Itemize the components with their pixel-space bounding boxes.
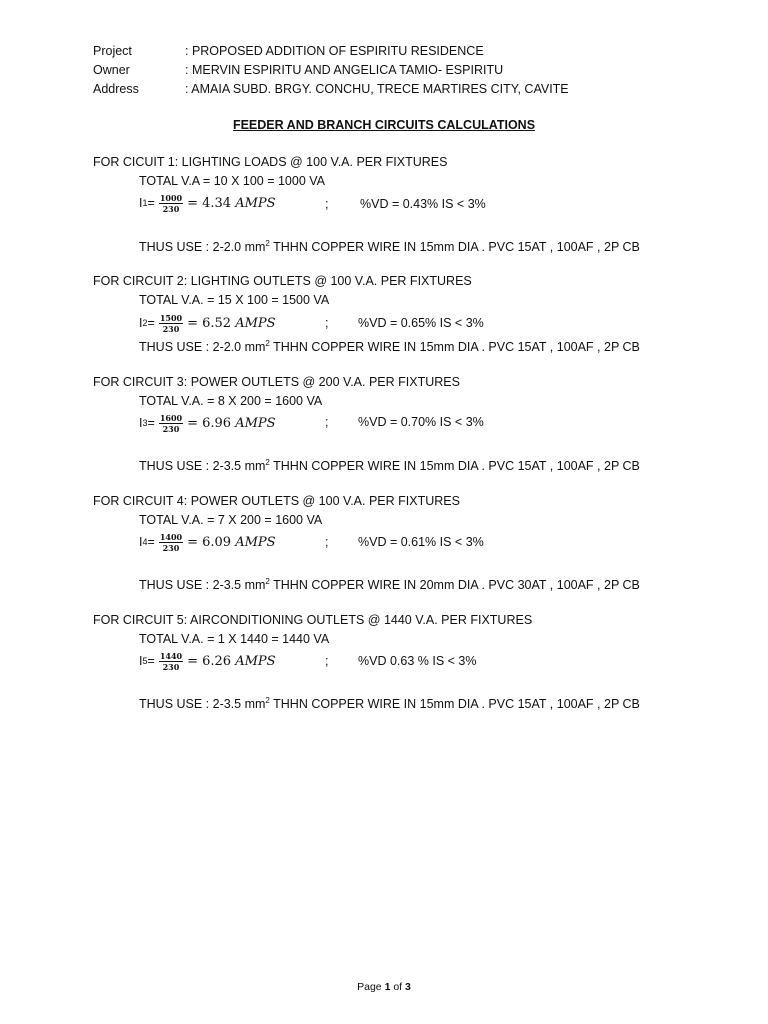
header-value-project: : PROPOSED ADDITION OF ESPIRITU RESIDENCE (185, 44, 484, 58)
of-word: of (393, 981, 403, 993)
wire-prefix: THUS USE : 2-3.5 mm (139, 459, 266, 473)
current-unit: AMPS (235, 534, 276, 550)
page-total: 3 (405, 981, 411, 993)
separator: ; (325, 197, 329, 211)
circuit-heading: FOR CIRCUIT 3: POWER OUTLETS @ 200 V.A. PER FIXTURES (93, 375, 460, 389)
voltage-drop: %VD = 0.43% IS < 3% (360, 197, 486, 211)
wire-prefix: THUS USE : 2-2.0 mm (139, 240, 266, 254)
circuit-total-va: TOTAL V.A. = 1 X 1440 = 1440 VA (139, 632, 330, 646)
current-subscript: 5 (142, 656, 148, 666)
circuit-total-va: TOTAL V.A = 10 X 100 = 1000 VA (139, 174, 326, 188)
current-formula (139, 309, 276, 337)
fraction (159, 413, 183, 434)
wire-superscript: 2 (265, 239, 270, 248)
current-formula (139, 409, 276, 437)
current-result (187, 416, 275, 431)
fraction-denominator: 230 (162, 542, 180, 553)
equals-sign: = (147, 535, 155, 549)
current-unit: AMPS (235, 415, 276, 431)
fraction-numerator: 1500 (159, 312, 183, 323)
current-value: = 6.26 (187, 653, 232, 669)
header-label-address: Address (93, 82, 139, 96)
circuit-heading: FOR CICUIT 1: LIGHTING LOADS @ 100 V.A. PER FIXTURES (93, 155, 448, 169)
equals-sign: = (147, 196, 155, 210)
current-symbol: I (139, 535, 143, 549)
fraction-numerator: 1440 (159, 650, 183, 661)
wire-suffix: THHN COPPER WIRE IN 15mm DIA . PVC 15AT , 100AF , 2P CB (273, 340, 640, 354)
separator: ; (325, 535, 329, 549)
wire-recommendation (139, 574, 640, 593)
current-unit: AMPS (235, 315, 276, 331)
current-result (187, 316, 275, 331)
circuit-heading: FOR CIRCUIT 4: POWER OUTLETS @ 100 V.A. PER FIXTURES (93, 494, 460, 508)
current-value: = 6.96 (187, 415, 232, 431)
wire-prefix: THUS USE : 2-3.5 mm (139, 697, 266, 711)
current-formula (139, 528, 276, 556)
current-symbol: I (139, 654, 143, 668)
voltage-drop: %VD = 0.70% IS < 3% (358, 415, 484, 429)
current-subscript: 2 (142, 318, 148, 328)
header-label-project: Project (93, 44, 132, 58)
wire-suffix: THHN COPPER WIRE IN 15mm DIA . PVC 15AT , 100AF , 2P CB (273, 459, 640, 473)
wire-superscript: 2 (265, 458, 270, 467)
voltage-drop: %VD 0.63 % IS < 3% (358, 654, 477, 668)
page-footer (0, 979, 768, 995)
current-result (187, 654, 275, 669)
current-formula (139, 647, 276, 675)
fraction-denominator: 230 (162, 203, 180, 214)
current-unit: AMPS (235, 653, 276, 669)
current-value: = 6.52 (187, 315, 232, 331)
current-symbol: I (139, 316, 143, 330)
wire-suffix: THHN COPPER WIRE IN 15mm DIA . PVC 15AT , 100AF , 2P CB (273, 697, 640, 711)
wire-recommendation (139, 455, 640, 474)
page-word: Page (357, 981, 382, 993)
fraction-numerator: 1000 (159, 192, 183, 203)
fraction-denominator: 230 (162, 661, 180, 672)
current-unit: AMPS (235, 195, 276, 211)
separator: ; (325, 316, 329, 330)
circuit-total-va: TOTAL V.A. = 8 X 200 = 1600 VA (139, 394, 323, 408)
voltage-drop: %VD = 0.61% IS < 3% (358, 535, 484, 549)
current-value: = 6.09 (187, 534, 232, 550)
voltage-drop: %VD = 0.65% IS < 3% (358, 316, 484, 330)
current-result (187, 196, 275, 211)
wire-recommendation (139, 693, 640, 712)
wire-superscript: 2 (265, 696, 270, 705)
circuit-total-va: TOTAL V.A. = 15 X 100 = 1500 VA (139, 293, 330, 307)
wire-suffix: THHN COPPER WIRE IN 20mm DIA . PVC 30AT , 100AF , 2P CB (273, 578, 640, 592)
fraction (159, 532, 183, 553)
current-subscript: 1 (142, 198, 148, 208)
current-formula (139, 189, 276, 217)
current-symbol: I (139, 196, 143, 210)
wire-prefix: THUS USE : 2-2.0 mm (139, 340, 266, 354)
fraction (159, 193, 183, 214)
fraction-numerator: 1400 (159, 531, 183, 542)
wire-superscript: 2 (265, 577, 270, 586)
page-current: 1 (384, 981, 391, 993)
fraction-numerator: 1600 (159, 412, 183, 423)
current-subscript: 3 (142, 418, 148, 428)
fraction-denominator: 230 (162, 323, 180, 334)
circuit-heading: FOR CIRCUIT 5: AIRCONDITIONING OUTLETS @ 1440 V.A. PER FIXTURES (93, 613, 533, 627)
circuit-heading: FOR CIRCUIT 2: LIGHTING OUTLETS @ 100 V.A. PER FIXTURES (93, 274, 472, 288)
header-value-address: : AMAIA SUBD. BRGY. CONCHU, TRECE MARTIRES CITY, CAVITE (185, 82, 569, 96)
header-value-owner: : MERVIN ESPIRITU AND ANGELICA TAMIO- ESPIRITU (185, 63, 504, 77)
current-subscript: 4 (142, 537, 148, 547)
separator: ; (325, 415, 329, 429)
document-title: FEEDER AND BRANCH CIRCUITS CALCULATIONS (232, 118, 536, 132)
wire-prefix: THUS USE : 2-3.5 mm (139, 578, 266, 592)
fraction-denominator: 230 (162, 423, 180, 434)
wire-recommendation (139, 336, 640, 355)
current-symbol: I (139, 416, 143, 430)
current-value: = 4.34 (187, 195, 232, 211)
header-label-owner: Owner (93, 63, 130, 77)
circuit-total-va: TOTAL V.A. = 7 X 200 = 1600 VA (139, 513, 323, 527)
equals-sign: = (147, 316, 155, 330)
equals-sign: = (147, 416, 155, 430)
equals-sign: = (147, 654, 155, 668)
wire-superscript: 2 (265, 339, 270, 348)
fraction (159, 313, 183, 334)
wire-suffix: THHN COPPER WIRE IN 15mm DIA . PVC 15AT , 100AF , 2P CB (273, 240, 640, 254)
separator: ; (325, 654, 329, 668)
current-result (187, 535, 275, 550)
wire-recommendation (139, 236, 640, 255)
fraction (159, 651, 183, 672)
